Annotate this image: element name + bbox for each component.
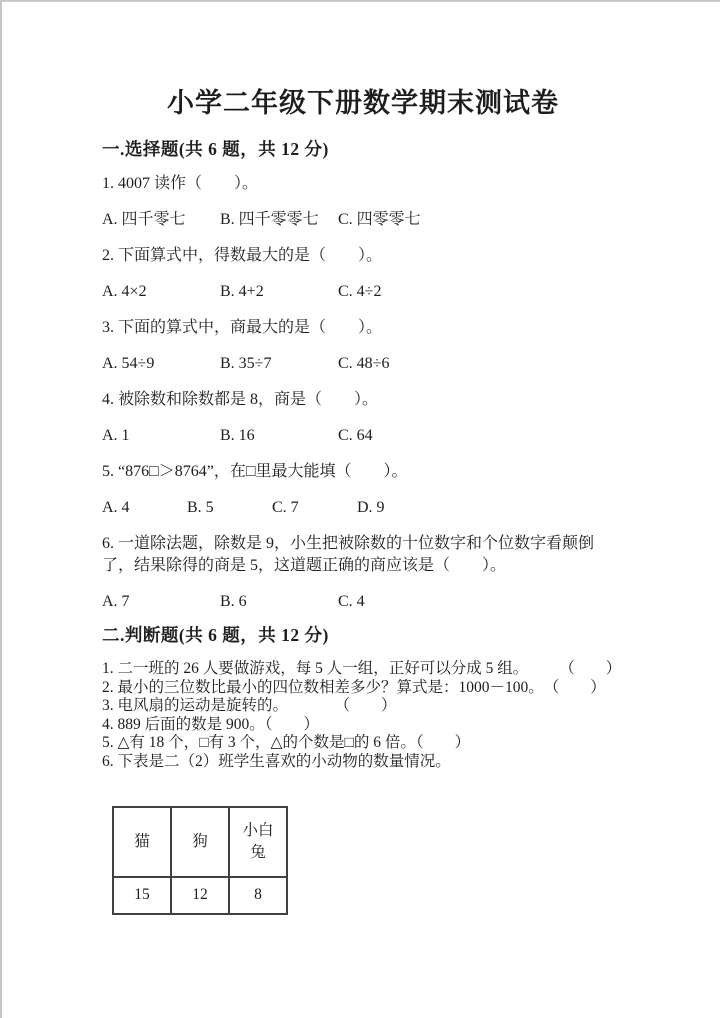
page-content	[102, 86, 624, 915]
option-c: C. 7	[272, 499, 299, 516]
choice-question-4-options	[102, 425, 624, 447]
choice-question-2-options	[102, 281, 624, 303]
animal-header-dog: 狗	[171, 807, 229, 877]
judgment-section	[102, 625, 624, 915]
option-a: A. 4×2	[102, 283, 147, 300]
judgment-item-3: 3. 电风扇的运动是旋转的。 （ ）	[102, 697, 397, 715]
judgment-item-6: 6. 下表是二（2）班学生喜欢的小动物的数量情况。	[102, 752, 451, 770]
judgment-item-1: 1. 二一班的 26 人要做游戏，每 5 人一组，正好可以分成 5 组。 （ ）	[102, 660, 622, 677]
option-b: B. 6	[220, 593, 247, 610]
option-b: B. 4+2	[220, 283, 264, 300]
animal-count-rabbit: 8	[229, 877, 287, 914]
choice-section	[102, 139, 624, 613]
option-a: A. 四千零七	[102, 211, 186, 228]
choice-question-4-text: 4. 被除数和除数都是 8，商是（ ）。	[102, 391, 379, 408]
animal-header-row	[113, 807, 287, 877]
animal-count-dog: 12	[171, 877, 229, 914]
judgment-item-2: 2. 最小的三位数比最小的四位数相差多少？算式是：1000－100。 （ ）	[102, 678, 606, 696]
judgment-item-5: 5. △有 18 个，□有 3 个，△的个数是□的 6 倍。（ ）	[102, 734, 471, 752]
choice-question-6-text: 6. 一道除法题，除数是 9，小生把被除数的十位数字和个位数字看颠倒了，结果除得的商是 5，这道题正确的商应该是（ ）。	[102, 535, 595, 574]
animal-value-row	[113, 877, 287, 914]
option-b: B. 四千零零七	[220, 211, 319, 228]
judgment-item-4: 4. 889 后面的数是 900。（ ）	[102, 715, 320, 733]
judgment-list	[102, 660, 624, 772]
option-a: A. 1	[102, 427, 130, 444]
option-c: C. 4÷2	[338, 283, 382, 300]
judgment-section-heading: 二.判断题(共 6 题，共 12 分)	[102, 625, 329, 645]
choice-question-5-options	[102, 497, 624, 519]
option-a: A. 54÷9	[102, 355, 155, 372]
choice-question-3-text: 3. 下面的算式中，商最大的是（ ）。	[102, 319, 383, 336]
animal-count-table	[112, 806, 288, 915]
choice-question-1-options	[102, 209, 624, 231]
animal-header-rabbit: 小白兔	[229, 807, 287, 877]
option-c: C. 64	[338, 427, 373, 444]
option-c: C. 四零零七	[338, 211, 421, 228]
option-c: C. 4	[338, 593, 365, 610]
option-b: B. 16	[220, 427, 255, 444]
animal-count-cat: 15	[113, 877, 171, 914]
option-b: B. 5	[187, 499, 214, 516]
option-a: A. 7	[102, 593, 130, 610]
option-d: D. 9	[357, 499, 385, 516]
choice-section-heading: 一.选择题(共 6 题，共 12 分)	[102, 139, 329, 159]
choice-question-2-text: 2. 下面算式中，得数最大的是（ ）。	[102, 247, 383, 264]
page-title: 小学二年级下册数学期末测试卷	[167, 88, 559, 118]
choice-question-5-text: 5. “876□＞8764”，在□里最大能填（ ）。	[102, 463, 408, 480]
option-c: C. 48÷6	[338, 355, 390, 372]
choice-question-1-text: 1. 4007 读作（ ）。	[102, 175, 259, 192]
choice-question-3-options	[102, 353, 624, 375]
choice-question-6-options	[102, 591, 624, 613]
option-a: A. 4	[102, 499, 130, 516]
animal-header-cat: 猫	[113, 807, 171, 877]
option-b: B. 35÷7	[220, 355, 272, 372]
